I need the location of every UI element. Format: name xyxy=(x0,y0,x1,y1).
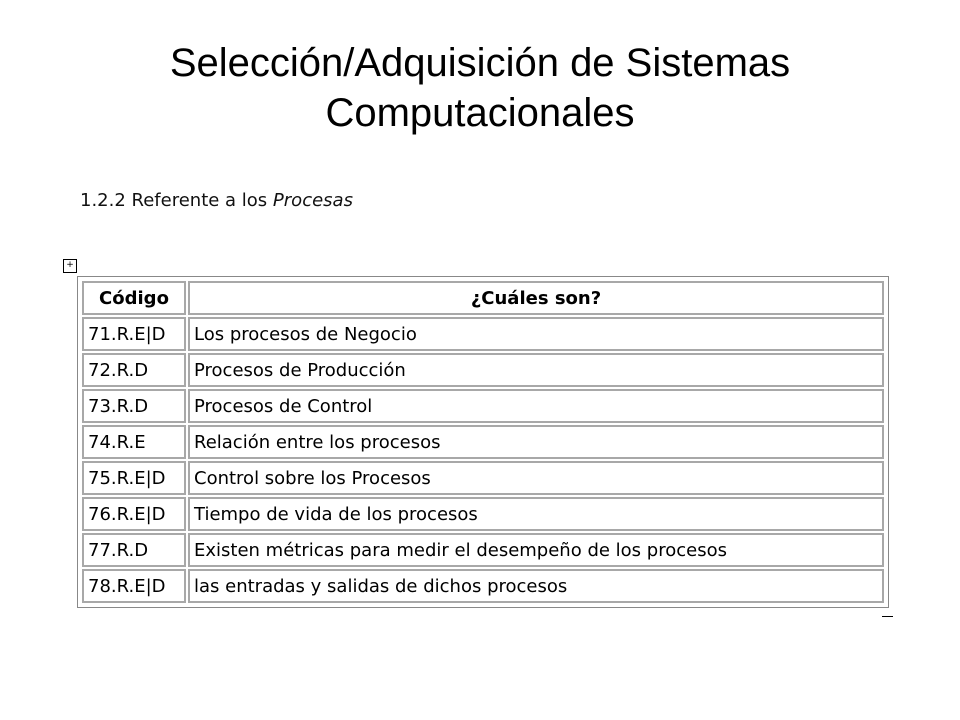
row-code: 72.R.D xyxy=(82,353,186,387)
row-code: 73.R.D xyxy=(82,389,186,423)
table-row xyxy=(82,389,884,423)
slide-title-line-2: Computacionales xyxy=(325,91,635,135)
slide-title xyxy=(0,38,960,138)
table-row xyxy=(82,497,884,531)
row-code: 78.R.E|D xyxy=(82,569,186,603)
process-table xyxy=(80,279,886,605)
table-move-handle-icon[interactable]: + xyxy=(63,259,77,273)
row-description: Los procesos de Negocio xyxy=(188,317,884,351)
table-row xyxy=(82,461,884,495)
subheading-prefix: 1.2.2 Referente a los xyxy=(80,190,273,211)
row-code: 77.R.D xyxy=(82,533,186,567)
row-code: 74.R.E xyxy=(82,425,186,459)
row-code: 75.R.E|D xyxy=(82,461,186,495)
row-description: Procesos de Control xyxy=(188,389,884,423)
table-row xyxy=(82,425,884,459)
row-code: 71.R.E|D xyxy=(82,317,186,351)
row-description: Existen métricas para medir el desempeño de los procesos xyxy=(188,533,884,567)
row-description: Tiempo de vida de los procesos xyxy=(188,497,884,531)
row-description: Control sobre los Procesos xyxy=(188,461,884,495)
table-row xyxy=(82,533,884,567)
table-resize-handle[interactable] xyxy=(882,616,893,617)
table-header-row xyxy=(82,281,884,315)
table-row xyxy=(82,353,884,387)
section-subheading xyxy=(80,190,353,211)
subheading-emphasis: Procesas xyxy=(272,190,353,211)
table-row xyxy=(82,569,884,603)
slide-title-line-1: Selección/Adquisición de Sistemas xyxy=(169,41,791,85)
row-description: Procesos de Producción xyxy=(188,353,884,387)
row-code: 76.R.E|D xyxy=(82,497,186,531)
row-description: Relación entre los procesos xyxy=(188,425,884,459)
table-row xyxy=(82,317,884,351)
process-table-container xyxy=(77,276,889,608)
header-code: Código xyxy=(82,281,186,315)
header-description: ¿Cuáles son? xyxy=(188,281,884,315)
row-description: las entradas y salidas de dichos procesos xyxy=(188,569,884,603)
